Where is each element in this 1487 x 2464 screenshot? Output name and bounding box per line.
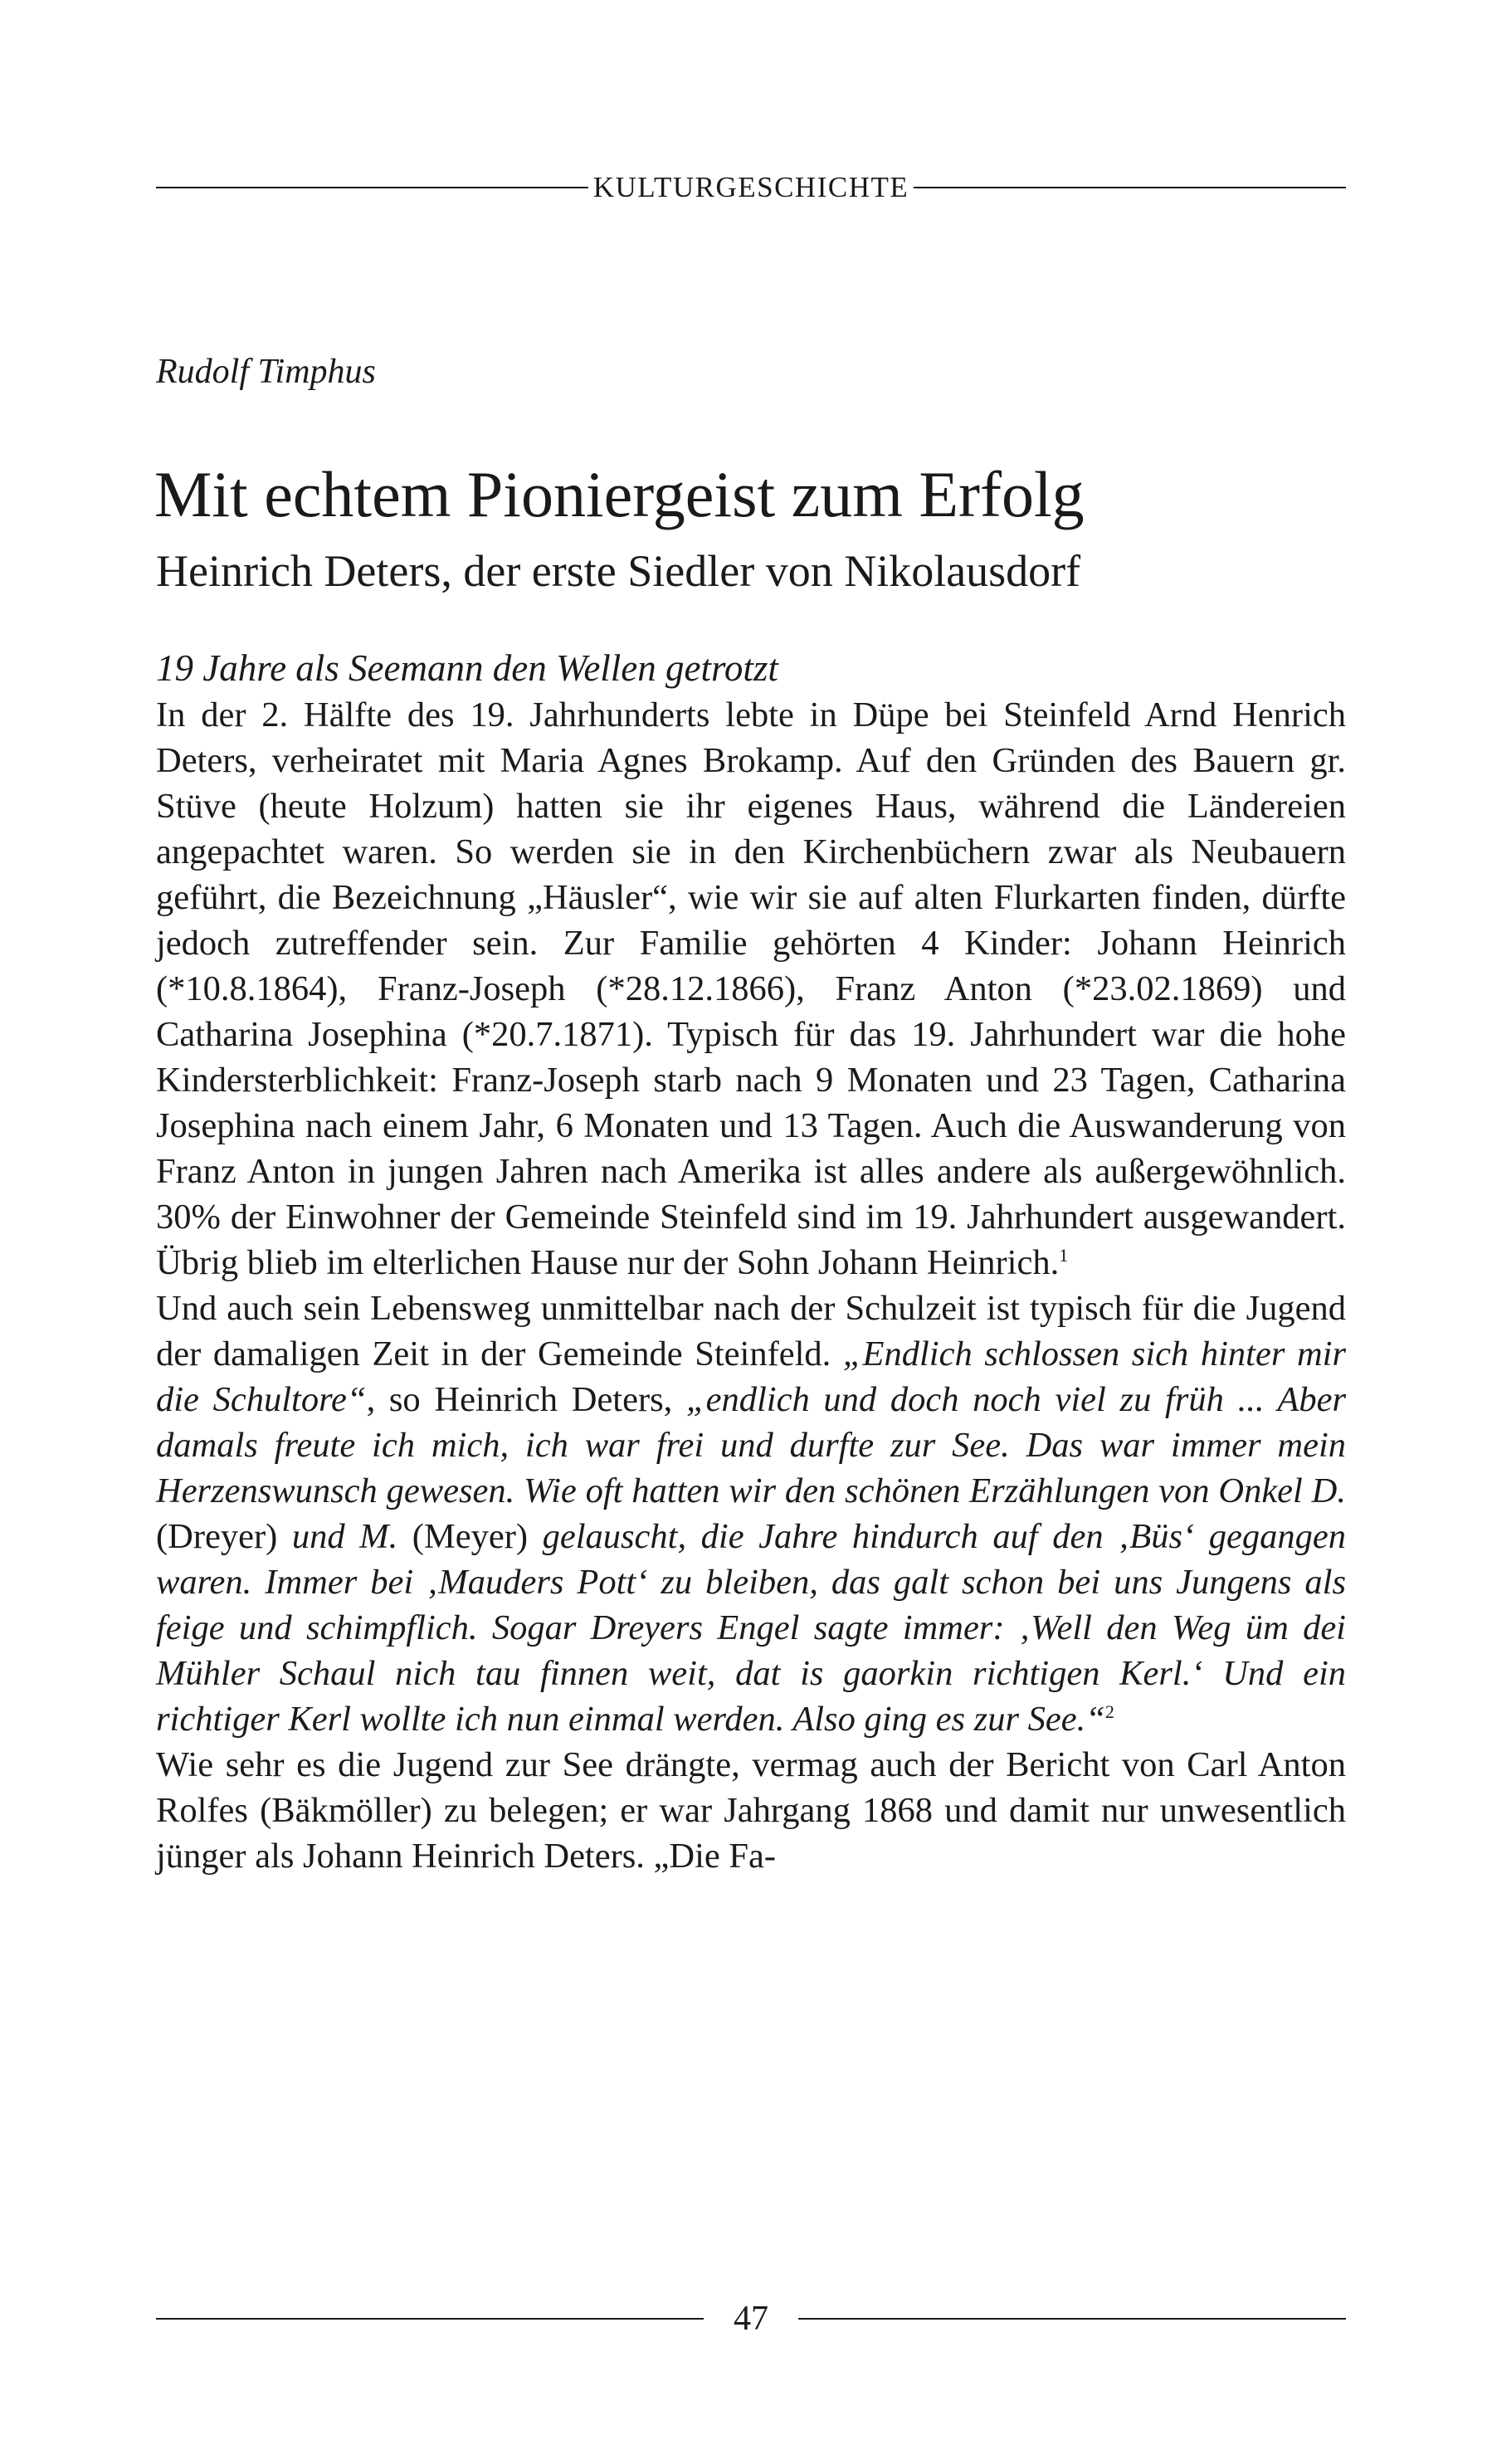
running-header [156,168,1346,207]
article-subtitle: Heinrich Deters, der erste Siedler von Nikolausdorf [156,546,1081,596]
paragraph-2-meyer: (Meyer) [397,1517,543,1556]
paragraph-1 [156,692,1346,1286]
footer-rule-left [156,2318,704,2320]
paragraph-2 [156,1286,1346,1742]
quote-sea-1: „endlich und doch noch viel zu früh ... Aber damals freute ich mich, ich war frei und durfte zur See. Das war immer mein Herzenswunsch gewesen. Wie oft hatten wir den schönen Erzählungen von Onkel D. [156,1380,1346,1510]
footnote-ref-2[interactable]: 2 [1104,1700,1114,1722]
page-footer [156,2292,1346,2345]
page-number: 47 [734,2300,768,2338]
paragraph-2-dreyer: (Dreyer) [156,1517,292,1556]
header-rule-left [156,187,588,188]
quote-school: „Endlich schlossen sich hinter mir die Schultore“ [156,1334,1346,1419]
header-rule-right [914,187,1346,188]
quote-sea-3: gelauscht, die Jahre hindurch auf den ‚Büs‘ gegangen waren. Immer bei ‚Mauders Pott‘ zu bleiben, das galt schon bei uns Jungens als feige und schimpflich. Sogar Dreyers Engel sagte immer: ‚Well den Weg üm dei Mühler Schaul nich tau finnen weit, dat is gaorkin richtigen Kerl.‘ Und ein richtiger Kerl wollte ich nun einmal werden. Also ging es zur See.“ [156,1517,1347,1739]
quote-sea-2: und M. [291,1517,398,1556]
section-heading: 19 Jahre als Seemann den Wellen getrotzt [156,647,778,689]
article-title: Mit echtem Pioniergeist zum Erfolg [154,458,1085,530]
paragraph-2-attribution: , so Heinrich Deters, [366,1380,686,1419]
paragraph-3: Wie sehr es die Jugend zur See drängte, vermag auch der Bericht von Carl Anton Rolfes (Bäkmöller) zu belegen; er war Jahrgang 1868 und damit nur unwesentlich jünger als Johann Heinrich Deters. „Die Fa- [156,1745,1346,1876]
article-author: Rudolf Timphus [156,353,376,391]
article-body [156,644,1346,1879]
footer-rule-right [798,2318,1346,2320]
section-label: KULTURGESCHICHTE [592,171,909,203]
paragraph-1-text: In der 2. Hälfte des 19. Jahrhunderts lebte in Düpe bei Steinfeld Arnd Henrich Deters, verheiratet mit Maria Agnes Brokamp. Auf den Gründen des Bauern gr. Stüve (heute Holzum) hatten sie ihr eigenes Haus, während die Ländereien angepachtet waren. So werden sie in den Kirchenbüchern zwar als Neubauern geführt, die Bezeichnung „Häusler“, wie wir sie auf alten Flurkarten finden, dürfte jedoch zutreffender sein. Zur Familie gehörten 4 Kinder: Johann Heinrich (*10.8.1864), Franz-Joseph (*28.12.1866), Franz Anton (*23.02.1869) und Catharina Josephina (*20.7.1871). Typisch für das 19. Jahrhundert war die hohe Kindersterblichkeit: Franz-Joseph starb nach 9 Monaten und 23 Tagen, Catharina Josephina nach einem Jahr, 6 Monaten und 13 Tagen. Auch die Auswanderung von Franz Anton in jungen Jahren nach Amerika ist alles andere als außergewöhnlich. 30% der Einwohner der Gemeinde Steinfeld sind im 19. Jahrhundert ausgewandert. Übrig blieb im elterlichen Hause nur der Sohn Johann Heinrich. [156,695,1346,1282]
footnote-ref-1[interactable]: 1 [1059,1244,1069,1266]
paragraph-2-intro: Und auch sein Lebensweg unmittelbar nach der Schulzeit ist typisch für die Jugend der damaligen Zeit in der Gemeinde Steinfeld. [156,1289,1346,1373]
